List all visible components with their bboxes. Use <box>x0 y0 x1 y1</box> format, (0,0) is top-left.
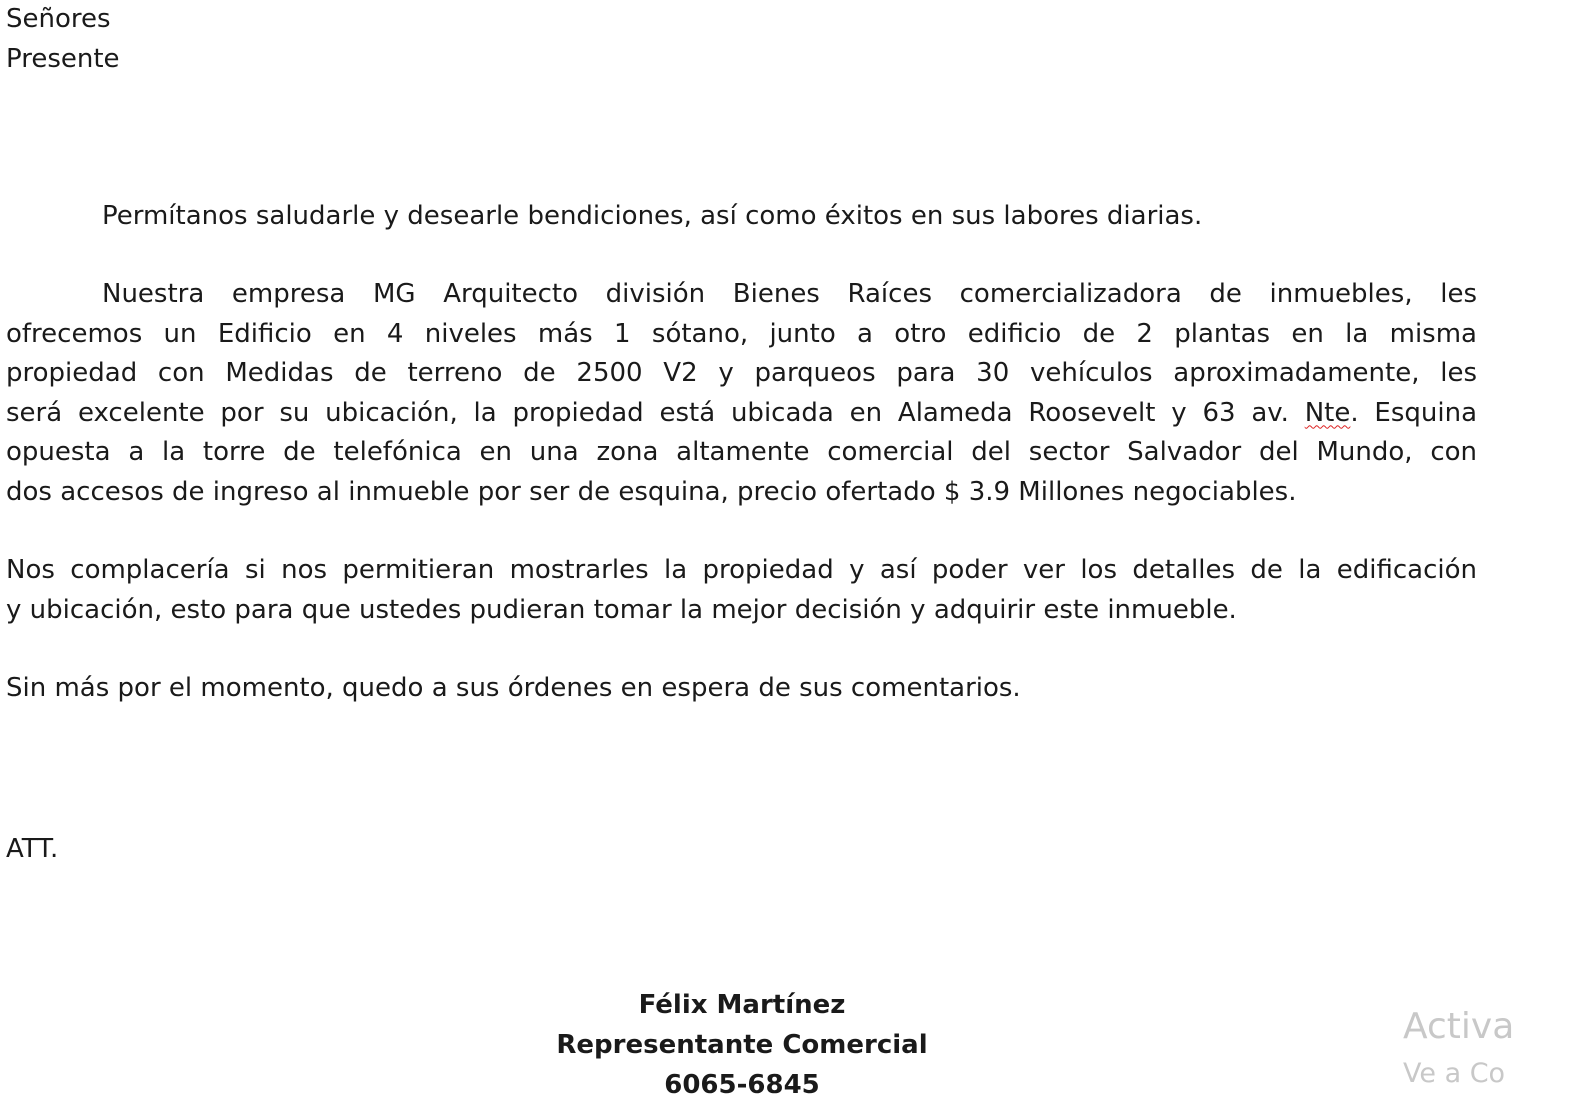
closing-paragraph: Sin más por el momento, quedo a sus órdenes en espera de sus comentarios. <box>6 673 1021 703</box>
offer-line: Nuestra empresa MG Arquitecto división Bienes Raíces comercializadora de inmuebles, les <box>102 279 1477 309</box>
offer-line: dos accesos de ingreso al inmueble por ser de esquina, precio ofertado $ 3.9 Millones negociables. <box>6 476 1297 507</box>
spellcheck-flagged-word[interactable]: Nte <box>1304 397 1351 428</box>
att-label: ATT. <box>6 834 59 864</box>
offer-line: opuesta a la torre de telefónica en una zona altamente comercial del sector Salvador del Mundo, con <box>6 437 1477 467</box>
salutation-line-2: Presente <box>6 43 120 74</box>
offer-line <box>6 394 1477 434</box>
visit-paragraph <box>6 551 1477 630</box>
offer-line: ofrecemos un Edificio en 4 niveles más 1 sótano, junto a otro edificio de 2 plantas en la misma <box>6 318 1477 349</box>
visit-line: y ubicación, esto para que ustedes pudieran tomar la mejor decisión y adquirir este inmueble. <box>6 594 1237 625</box>
signature-phone: 6065-6845 <box>664 1070 820 1100</box>
signature-name: Félix Martínez <box>638 990 846 1020</box>
offer-line-text: . Esquina <box>1350 397 1478 428</box>
visit-line: Nos complacería si nos permitieran mostrarles la propiedad y así poder ver los detalles de la edificación <box>6 555 1477 585</box>
offer-paragraph <box>6 275 1477 512</box>
offer-line: propiedad con Medidas de terreno de 2500 V2 y parqueos para 30 vehículos aproximadamente, les <box>6 358 1477 388</box>
salutation-line-1: Señores <box>6 4 111 34</box>
greeting-paragraph: Permítanos saludarle y desearle bendiciones, así como éxitos en sus labores diarias. <box>102 201 1203 231</box>
activation-watermark-subtitle: Ve a Co <box>1403 1058 1506 1089</box>
activation-watermark-title: Activa <box>1403 1006 1515 1047</box>
offer-line-text: será excelente por su ubicación, la propiedad está ubicada en Alameda Roosevelt y 63 av. <box>6 397 1289 428</box>
signature-title: Representante Comercial <box>556 1030 928 1060</box>
salutation <box>6 0 1477 79</box>
